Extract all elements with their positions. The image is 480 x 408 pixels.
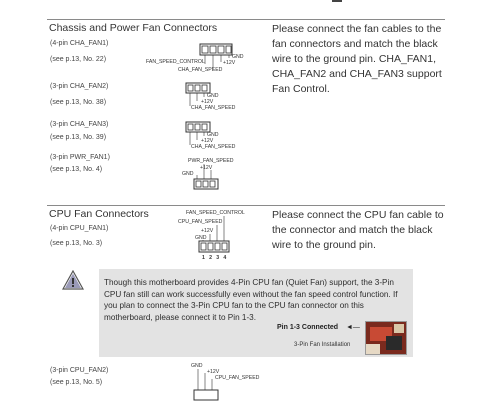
v12-label: +12V bbox=[207, 369, 220, 375]
gnd-label: GND bbox=[191, 363, 203, 369]
speed-control-label: FAN_SPEED_CONTROL bbox=[146, 59, 205, 65]
cha-fan3-diagram bbox=[180, 119, 260, 151]
gnd-label: GND bbox=[232, 54, 244, 60]
chassis-description: Please connect the fan cables to the fan connectors and match the black wire to the ground pin. CHA_FAN1, CHA_FAN2 and CHA_FAN3 support Fan Control. bbox=[272, 23, 442, 95]
gnd-label: GND bbox=[182, 171, 194, 177]
warning-triangle-icon bbox=[62, 270, 84, 290]
speed-label: CHA_FAN_SPEED bbox=[191, 144, 236, 150]
gnd-label: GND bbox=[207, 132, 219, 138]
speed-control-label: FAN_SPEED_CONTROL bbox=[186, 210, 245, 216]
gnd-label: GND bbox=[195, 235, 207, 241]
cha-fan1-ref: (see p.13, No. 22) bbox=[50, 56, 107, 63]
cha-fan1-diagram bbox=[140, 40, 270, 82]
installation-label: 3-Pin Fan Installation bbox=[294, 342, 351, 348]
pwr-fan1-ref: (see p.13, No. 4) bbox=[50, 166, 103, 173]
note-box bbox=[99, 269, 413, 357]
v12-label: +12V bbox=[201, 99, 214, 105]
cha-fan2-ref: (see p.13, No. 38) bbox=[50, 99, 107, 106]
cpu-fan1-type: (4-pin CPU_FAN1) bbox=[50, 225, 109, 232]
v12-label: +12V bbox=[201, 138, 214, 144]
cha-fan3-ref: (see p.13, No. 39) bbox=[50, 134, 107, 141]
page-mark bbox=[332, 0, 342, 2]
cha-fan1-type: (4-pin CHA_FAN1) bbox=[50, 40, 109, 47]
cpu-fan1-diagram bbox=[175, 208, 255, 268]
top-edge bbox=[0, 0, 480, 3]
v12-label: +12V bbox=[201, 228, 214, 234]
v12-label: +12V bbox=[200, 165, 213, 171]
connector-3pin-icon bbox=[185, 362, 275, 402]
note-text: Though this motherboard provides 4-Pin CPU fan (Quiet Fan) support, the 3-Pin CPU fan still can work successfully even without the fan speed control function. If you plan to connect the 3-Pin CPU fan to the CPU fan connector on this motherboard, please connect it to Pin 1-3. bbox=[104, 278, 398, 322]
v12-label: +12V bbox=[223, 60, 236, 66]
speed-label: CHA_FAN_SPEED bbox=[191, 105, 236, 111]
speed-label: CPU_FAN_SPEED bbox=[215, 375, 260, 381]
pwr-fan1-diagram bbox=[180, 156, 260, 192]
cpu-fan2-ref: (see p.13, No. 5) bbox=[50, 379, 103, 386]
pin-numbers: 1 2 3 4 bbox=[202, 255, 228, 261]
gnd-label: GND bbox=[207, 93, 219, 99]
cha-fan2-diagram bbox=[180, 80, 260, 112]
cpu-heading: CPU Fan Connectors bbox=[49, 208, 149, 220]
cha-fan2-type: (3-pin CHA_FAN2) bbox=[50, 83, 109, 90]
pointer-arrow: ◄— bbox=[346, 324, 360, 331]
cpu-description: Please connect the CPU fan cable to the connector and match the black wire to the ground pin. bbox=[272, 209, 444, 251]
connector-3pin-icon bbox=[180, 156, 260, 192]
pwr-fan1-type: (3-pin PWR_FAN1) bbox=[50, 154, 110, 161]
section-rule bbox=[47, 205, 445, 206]
cpu-fan1-ref: (see p.13, No. 3) bbox=[50, 240, 103, 247]
speed-label: PWR_FAN_SPEED bbox=[188, 158, 234, 164]
cpu-fan2-type: (3-pin CPU_FAN2) bbox=[50, 367, 109, 374]
chassis-heading: Chassis and Power Fan Connectors bbox=[49, 22, 218, 34]
speed-label: CPU_FAN_SPEED bbox=[178, 219, 223, 225]
fan-installation-photo bbox=[365, 321, 407, 355]
pin-connected-label: Pin 1-3 Connected bbox=[277, 324, 339, 331]
section-rule bbox=[47, 19, 445, 20]
cpu-fan2-diagram bbox=[185, 362, 275, 402]
cha-fan3-type: (3-pin CHA_FAN3) bbox=[50, 121, 109, 128]
speed-label: CHA_FAN_SPEED bbox=[178, 67, 223, 73]
